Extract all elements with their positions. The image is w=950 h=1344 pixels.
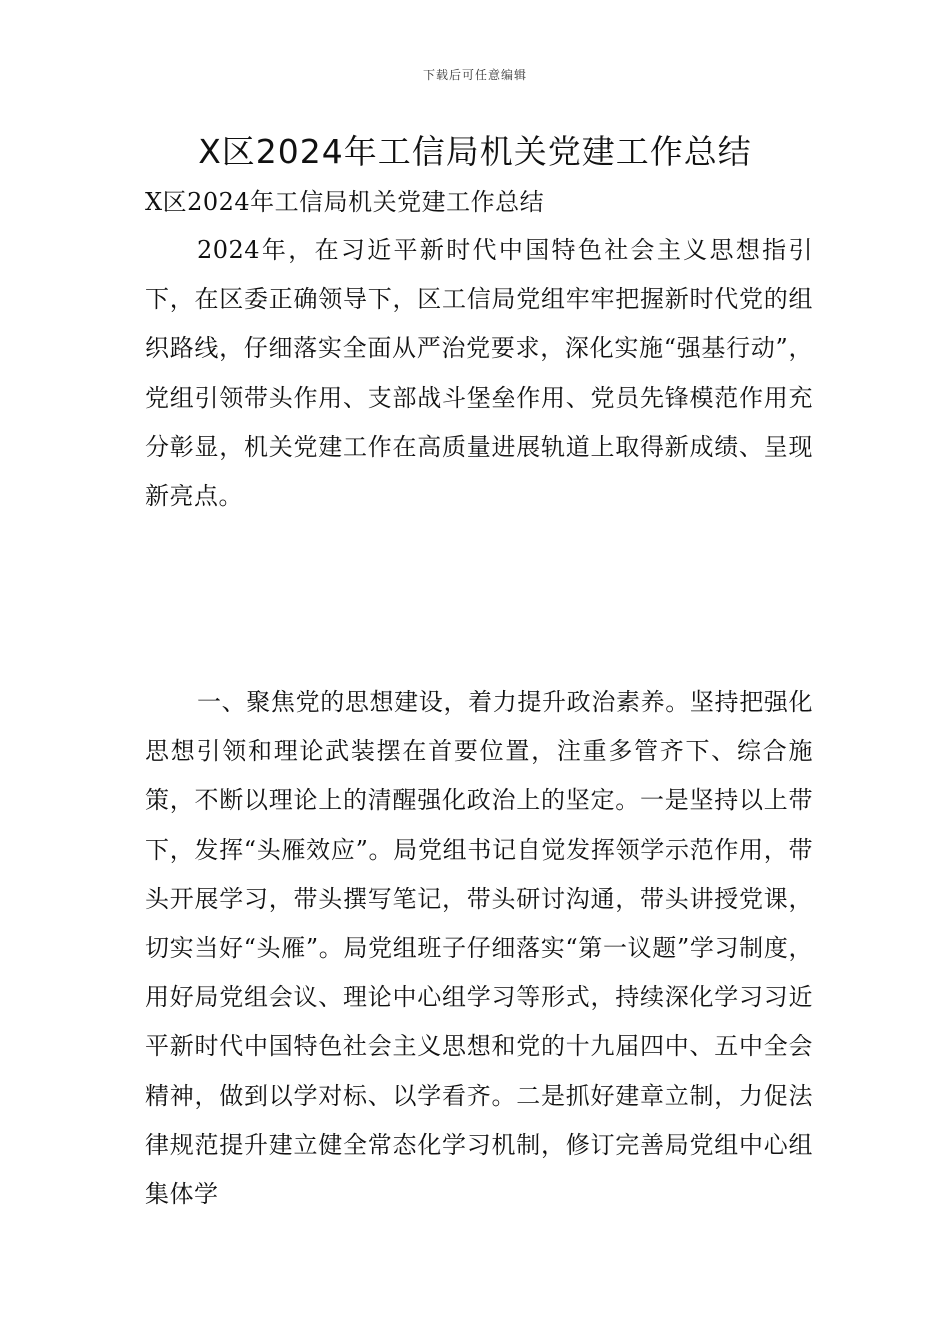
document-subtitle: X区2024年工信局机关党建工作总结	[145, 188, 545, 216]
header-note: 下载后可任意编辑	[422, 68, 527, 82]
paragraph-intro: 2024年，在习近平新时代中国特色社会主义思想指引下，在区委正确领导下，区工信局党组牢牢把握新时代党的组织路线，仔细落实全面从严治党要求，深化实施“强基行动”，党组引领带头作用、支部战斗堡垒作用、党员先锋模范作用充分彰显，机关党建工作在高质量进展轨道上取得新成绩、呈现新亮点。	[145, 236, 813, 511]
paragraph-section-one: 一、聚焦党的思想建设，着力提升政治素养。坚持把强化思想引领和理论武装摆在首要位置，注重多管齐下、综合施策，不断以理论上的清醒强化政治上的坚定。一是坚持以上带下，发挥“头雁效应”。局党组书记自觉发挥领学示范作用，带头开展学习，带头撰写笔记，带头研讨沟通，带头讲授党课，切实当好“头雁”。局党组班子仔细落实“第一议题”学习制度，用好局党组会议、理论中心组学习等形式，持续深化学习习近平新时代中国特色社会主义思想和党的十九届四中、五中全会精神，做到以学对标、以学看齐。二是抓好建章立制，力促法律规范提升建立健全常态化学习机制，修订完善局党组中心组集体学	[145, 688, 813, 1209]
document-title: X区2024年工信局机关党建工作总结	[198, 132, 752, 171]
